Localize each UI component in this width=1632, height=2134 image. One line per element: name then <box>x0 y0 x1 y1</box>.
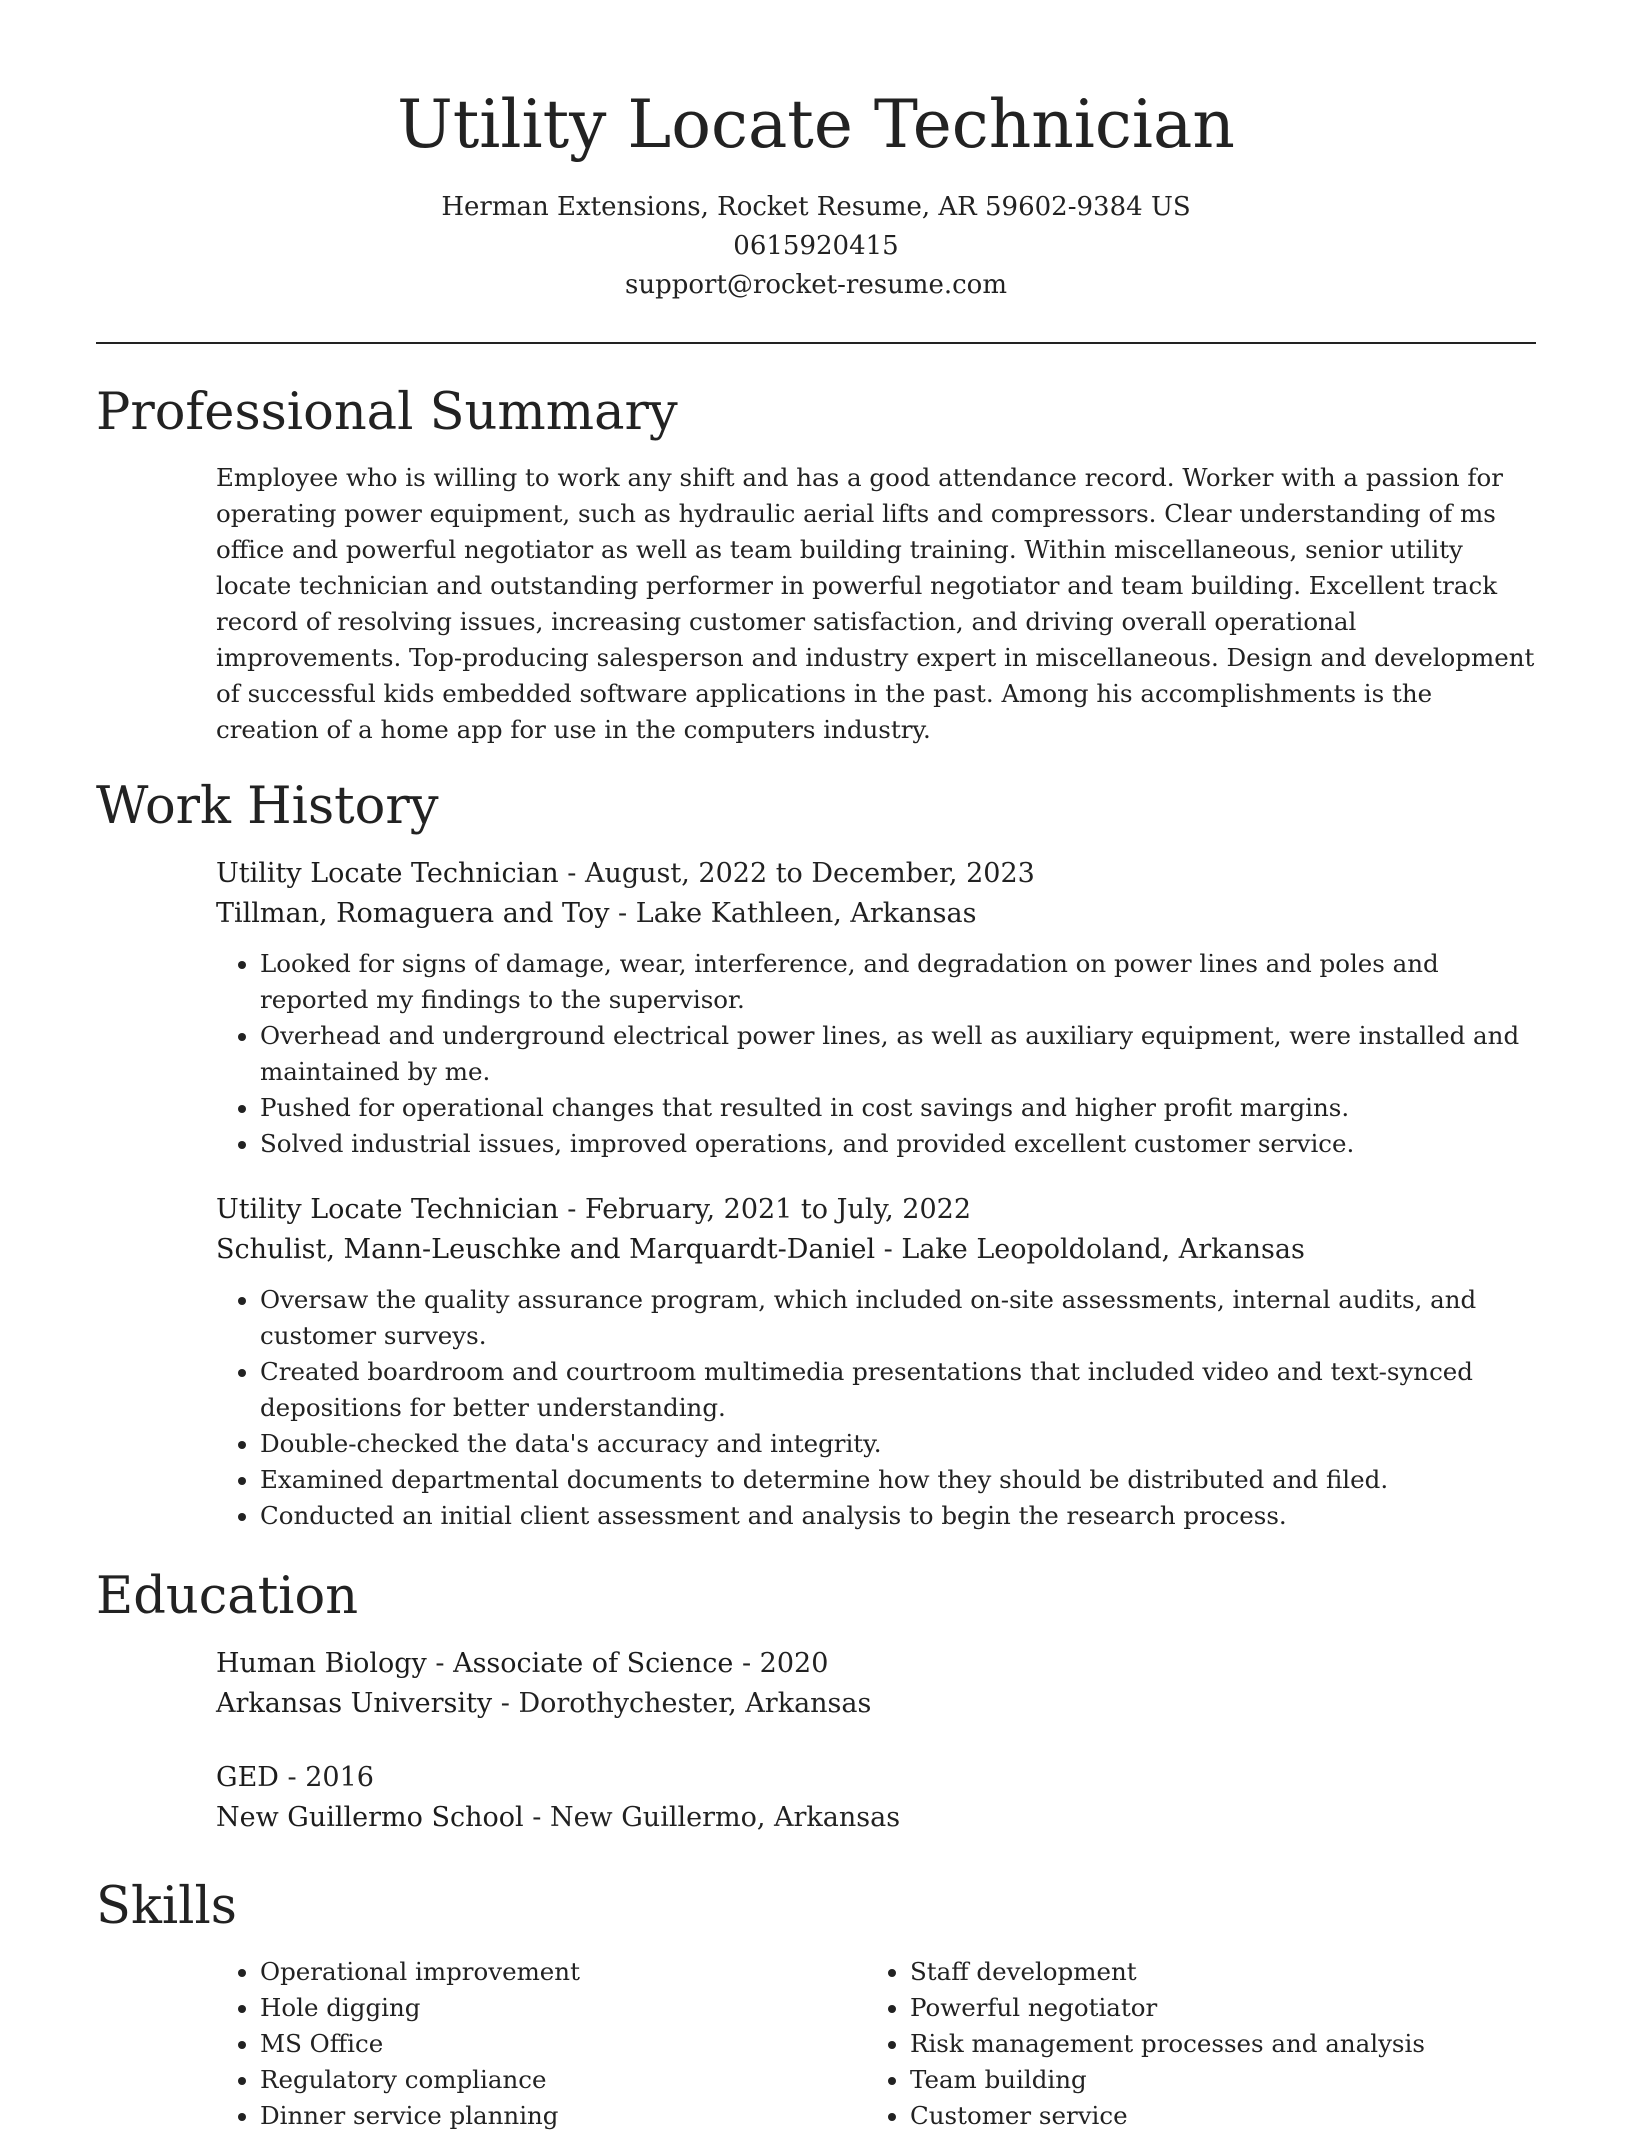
list-item: • Regulatory compliance <box>260 2062 866 2098</box>
job-location: Lake Leopoldoland, Arkansas <box>901 1234 1305 1265</box>
job-entry <box>216 1190 1536 1534</box>
education-school: Arkansas University <box>216 1688 493 1719</box>
job-dates: February, 2021 to July, 2022 <box>584 1194 972 1225</box>
resume-header <box>96 80 1536 305</box>
job-role: Utility Locate Technician <box>216 858 559 889</box>
dash-separator: - <box>523 1802 550 1833</box>
summary-body <box>216 460 1536 748</box>
section-title-skills: Skills <box>96 1877 237 1936</box>
education-degree: GED <box>216 1762 279 1793</box>
summary-text: Employee who is willing to work any shift and has a good attendance record. Worker with a passion for operating power equipment, such as hydraulic aerial lifts and compressors. Clear understanding of ms office and powerful negotiator as well as team building training. Within miscellaneous, senior utility locate technician and outstanding performer in powerful negotiator and team building. Excellent track record of resolving issues, increasing customer satisfaction, and driving overall operational improvements. Top-producing salesperson and industry expert in miscellaneous. Design and development of successful kids embedded software applications in the past. Among his accomplishments is the creation of a home app for use in the computers industry. <box>216 463 1535 744</box>
dash-separator: - <box>278 1762 306 1793</box>
education-year: 2020 <box>759 1648 829 1679</box>
section-title-summary: Professional Summary <box>96 383 678 442</box>
list-item: • Created boardroom and courtroom multimedia presentations that included video and text-synced depositions for better understanding. <box>260 1354 1536 1426</box>
list-item: • Overhead and underground electrical power lines, as well as auxiliary equipment, were installed and maintained by me. <box>260 1018 1536 1090</box>
job-location: Lake Kathleen, Arkansas <box>635 898 977 929</box>
job-bullets <box>216 1282 1536 1534</box>
job-dates: August, 2022 to December, 2023 <box>584 858 1035 889</box>
job-bullets <box>216 946 1536 1162</box>
header-divider <box>96 342 1536 344</box>
dash-separator: - <box>875 1234 902 1265</box>
education-entry <box>216 1758 1536 1838</box>
job-company-line <box>216 1230 1536 1270</box>
education-school-line <box>216 1798 1536 1838</box>
education-school: New Guillermo School <box>216 1802 524 1833</box>
list-item: • Oversaw the quality assurance program, which included on-site assessments, internal audits, and customer surveys. <box>260 1282 1536 1354</box>
list-item: • Staff development <box>910 1954 1516 1990</box>
list-item: • Powerful negotiator <box>910 1990 1516 2026</box>
list-item: • MS Office <box>260 2026 866 2062</box>
dash-separator: - <box>426 1648 454 1679</box>
list-item: • Risk management processes and analysis <box>910 2026 1516 2062</box>
candidate-name: Utility Locate Technician <box>397 86 1235 163</box>
work-history-body <box>216 854 1536 1534</box>
dash-separator: - <box>558 1194 585 1225</box>
list-item: • Solved industrial issues, improved operations, and provided excellent customer service. <box>260 1126 1536 1162</box>
dash-separator: - <box>609 898 636 929</box>
education-degree: Associate of Science <box>453 1648 734 1679</box>
section-title-education: Education <box>96 1567 359 1626</box>
skills-list-left <box>216 1954 866 2134</box>
job-title-line <box>216 854 1536 894</box>
education-entry <box>216 1644 1536 1724</box>
address-line: Herman Extensions, Rocket Resume, AR 59602-9384 US <box>441 192 1191 222</box>
skills-column-left <box>216 1954 866 2134</box>
skills-section <box>96 1872 1536 2134</box>
skills-column-right <box>866 1954 1516 2134</box>
education-degree-line <box>216 1644 1536 1684</box>
list-item: • Operational improvement <box>260 1954 866 1990</box>
job-company-line <box>216 894 1536 934</box>
list-item: • Examined departmental documents to determine how they should be distributed and filed. <box>260 1462 1536 1498</box>
job-company: Schulist, Mann-Leuschke and Marquardt-Daniel <box>216 1234 876 1265</box>
list-item: • Hole digging <box>260 1990 866 2026</box>
education-program: Human Biology <box>216 1648 427 1679</box>
job-role: Utility Locate Technician <box>216 1194 559 1225</box>
email-line: support@rocket-resume.com <box>624 270 1007 300</box>
job-entry <box>216 854 1536 1162</box>
dash-separator: - <box>733 1648 760 1679</box>
list-item: • Dinner service planning <box>260 2098 866 2134</box>
work-history-section <box>96 772 1536 1534</box>
phone-line: 0615920415 <box>733 231 899 261</box>
education-year: 2016 <box>305 1762 374 1793</box>
education-location: New Guillermo, Arkansas <box>549 1802 901 1833</box>
list-item: • Customer service <box>910 2098 1516 2134</box>
job-company: Tillman, Romaguera and Toy <box>216 898 610 929</box>
education-location: Dorothychester, Arkansas <box>518 1688 872 1719</box>
dash-separator: - <box>558 858 585 889</box>
summary-section <box>96 378 1536 748</box>
skills-body <box>216 1954 1536 2134</box>
list-item: • Conducted an initial client assessment and analysis to begin the research process. <box>260 1498 1536 1534</box>
dash-separator: - <box>492 1688 519 1719</box>
education-degree-line <box>216 1758 1536 1798</box>
list-item: • Looked for signs of damage, wear, interference, and degradation on power lines and poles and reported my findings to the supervisor. <box>260 946 1536 1018</box>
list-item: • Double-checked the data's accuracy and integrity. <box>260 1426 1536 1462</box>
resume-content <box>96 378 1536 2134</box>
job-title-line <box>216 1190 1536 1230</box>
list-item: • Pushed for operational changes that resulted in cost savings and higher profit margins. <box>260 1090 1536 1126</box>
skills-list-right <box>866 1954 1516 2134</box>
education-section <box>96 1562 1536 1838</box>
education-body <box>216 1644 1536 1838</box>
education-school-line <box>216 1684 1536 1724</box>
section-title-work-history: Work History <box>96 777 439 836</box>
list-item: • Team building <box>910 2062 1516 2098</box>
